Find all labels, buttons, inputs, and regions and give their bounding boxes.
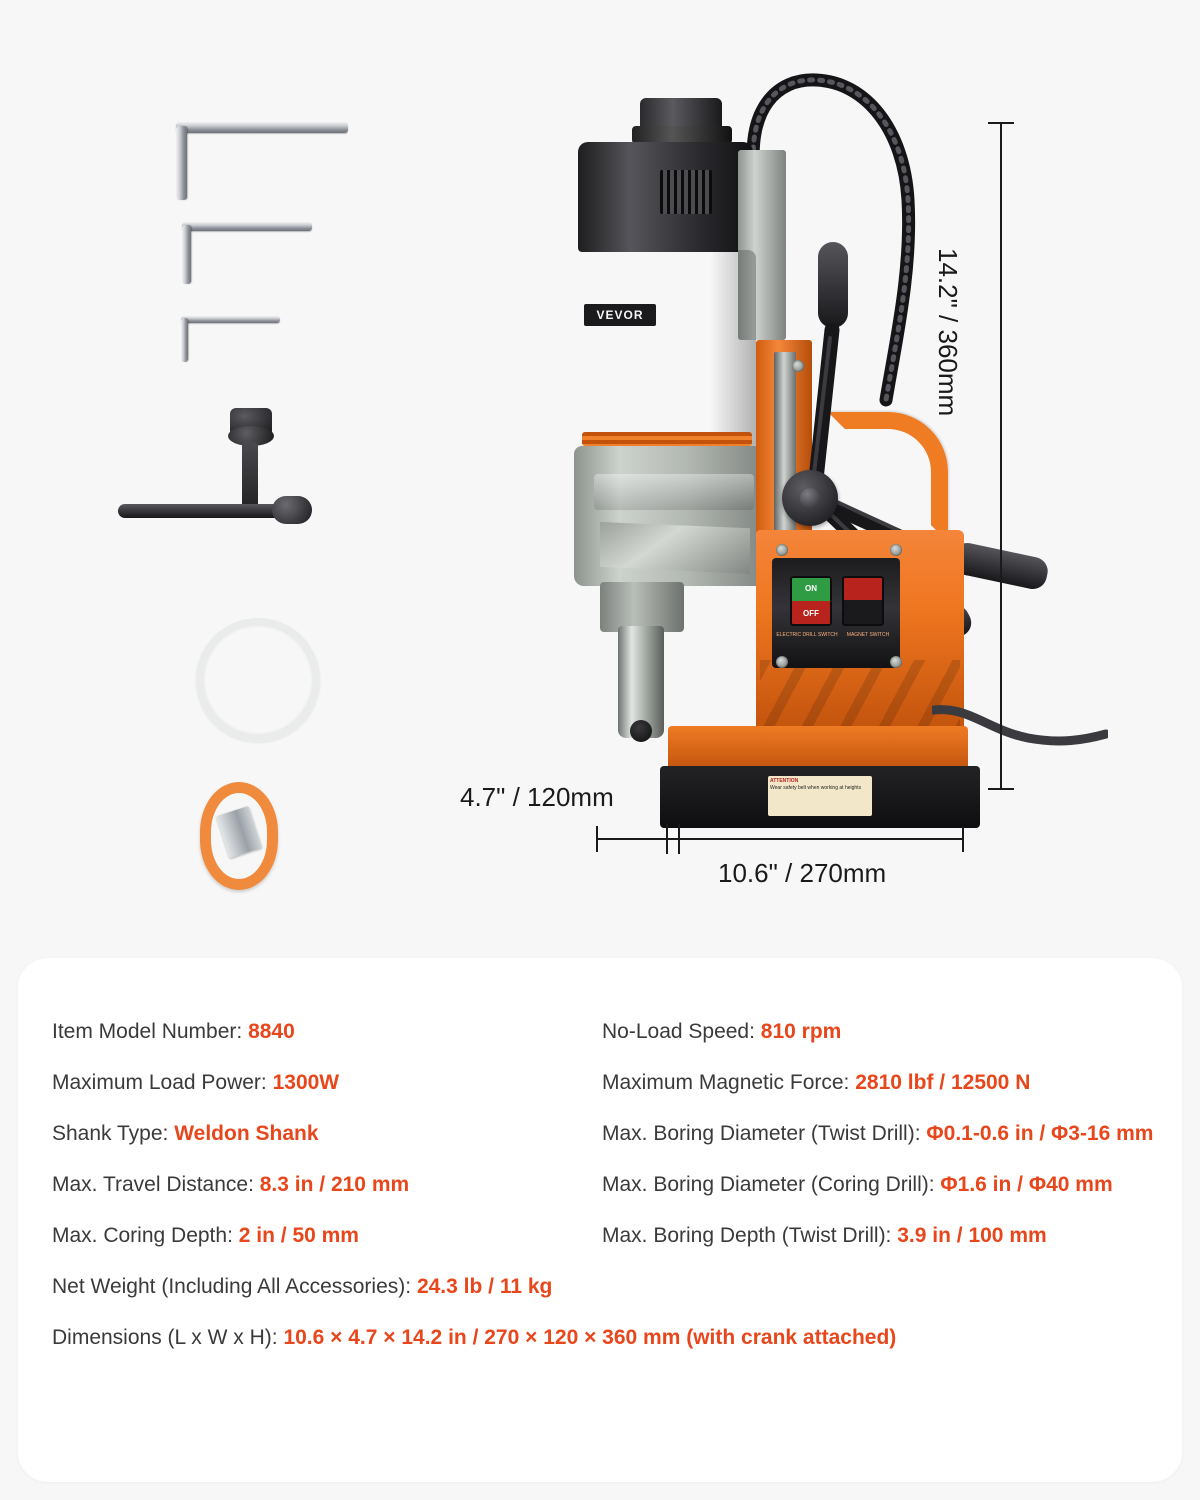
spec-item — [52, 1224, 602, 1248]
spec-item — [52, 1071, 602, 1095]
spec-value: 810 rpm — [760, 1020, 842, 1043]
spec-value: Φ0.1-0.6 in / Φ3-16 mm — [926, 1122, 1154, 1145]
feed-handle-hub-cap — [800, 488, 820, 508]
spec-value: 1300W — [272, 1071, 340, 1094]
power-cord-icon — [932, 700, 1108, 760]
magnet-switch-caption: MAGNET SWITCH — [846, 632, 890, 638]
brand-label: VEVOR — [584, 304, 656, 326]
spec-value: 8840 — [248, 1020, 295, 1043]
gear-housing-highlight — [594, 474, 754, 510]
spec-value: Weldon Shank — [174, 1122, 319, 1145]
spec-label: Net Weight (Including All Accessories): — [52, 1275, 412, 1298]
panel-screw-tl — [776, 544, 788, 556]
specification-card — [18, 958, 1182, 1482]
depth-dim-label: 4.7" / 120mm — [460, 782, 614, 812]
machine-body-shading — [760, 660, 960, 734]
depth-dim-tick-b — [678, 824, 680, 854]
spec-label: No-Load Speed: — [602, 1020, 755, 1043]
spindle-block — [600, 582, 684, 632]
motor-ribs — [582, 432, 752, 446]
spec-row — [52, 1224, 1152, 1248]
switch-on-label: ON — [805, 584, 817, 593]
allen-wrench-small-icon — [176, 316, 280, 362]
drill-switch-caption: ELECTRIC DRILL SWITCH — [776, 632, 838, 638]
allen-wrench-medium-icon — [176, 222, 312, 284]
magnet-switch[interactable] — [842, 576, 884, 626]
height-dim-tick-top — [988, 122, 1014, 124]
base-warning-label — [768, 776, 872, 816]
spec-label: Max. Boring Diameter (Twist Drill): — [602, 1122, 921, 1145]
spec-value: 2810 lbf / 12500 N — [855, 1071, 1031, 1094]
spec-row — [52, 1020, 1152, 1044]
spec-row — [52, 1173, 1152, 1197]
spec-item — [52, 1326, 1152, 1350]
height-dim-tick-bottom — [988, 788, 1014, 790]
spec-value: Φ1.6 in / Φ40 mm — [940, 1173, 1113, 1196]
spec-item — [52, 1020, 602, 1044]
panel-screw-bl — [776, 656, 788, 668]
spec-row — [52, 1071, 1152, 1095]
safety-strap-icon — [196, 782, 282, 892]
magnetic-drill-press-image — [560, 60, 1020, 830]
spec-label: Max. Boring Diameter (Coring Drill): — [602, 1173, 935, 1196]
coolant-hose-icon — [196, 618, 320, 742]
spec-item — [602, 1224, 1152, 1248]
spec-row — [52, 1326, 1152, 1350]
chuck-key-icon — [112, 408, 312, 528]
depth-dim-tick-a — [666, 824, 668, 854]
spec-value: 2 in / 50 mm — [238, 1224, 359, 1247]
width-dim-label: 10.6" / 270mm — [718, 858, 887, 888]
drill-power-switch[interactable] — [790, 576, 832, 626]
spec-label: Max. Coring Depth: — [52, 1224, 233, 1247]
motor-housing-shadow — [710, 250, 756, 450]
spec-label: Dimensions (L x W x H): — [52, 1326, 278, 1349]
spec-item — [52, 1173, 602, 1197]
spec-item — [52, 1122, 602, 1146]
width-dim-tick-left — [596, 826, 598, 852]
spec-label: Shank Type: — [52, 1122, 169, 1145]
spec-item — [52, 1275, 1152, 1299]
spec-item — [602, 1071, 1152, 1095]
specification-grid — [52, 1020, 1152, 1377]
width-dim-tick-right — [962, 826, 964, 852]
spec-label: Max. Boring Depth (Twist Drill): — [602, 1224, 892, 1247]
spec-label: Item Model Number: — [52, 1020, 243, 1043]
spec-label: Max. Travel Distance: — [52, 1173, 254, 1196]
spec-row — [52, 1275, 1152, 1299]
panel-screw-tr — [890, 544, 902, 556]
height-dim-line — [1000, 122, 1002, 790]
spec-value: 8.3 in / 210 mm — [259, 1173, 410, 1196]
motor-vent — [660, 170, 712, 214]
width-dim-line — [596, 838, 964, 840]
allen-wrench-large-icon — [168, 122, 348, 200]
panel-screw-br — [890, 656, 902, 668]
base-warning-title: ATTENTION — [770, 778, 799, 784]
base-warning-text: Wear safety belt when working at heights — [770, 784, 862, 791]
spec-item — [602, 1020, 1152, 1044]
spec-row — [52, 1122, 1152, 1146]
spindle-tip — [630, 720, 652, 742]
gear-housing-lower — [600, 522, 750, 574]
spec-label: Maximum Load Power: — [52, 1071, 267, 1094]
spec-label: Maximum Magnetic Force: — [602, 1071, 850, 1094]
spec-item — [602, 1122, 1153, 1146]
spec-value: 24.3 lb / 11 kg — [416, 1275, 553, 1298]
switch-off-label: OFF — [803, 609, 819, 618]
spec-value: 3.9 in / 100 mm — [897, 1224, 1047, 1247]
height-dim-label: 14.2" / 360mm — [933, 248, 963, 417]
spec-item — [602, 1173, 1152, 1197]
spec-value: 10.6 × 4.7 × 14.2 in / 270 × 120 × 360 mm (with crank attached) — [283, 1326, 897, 1349]
